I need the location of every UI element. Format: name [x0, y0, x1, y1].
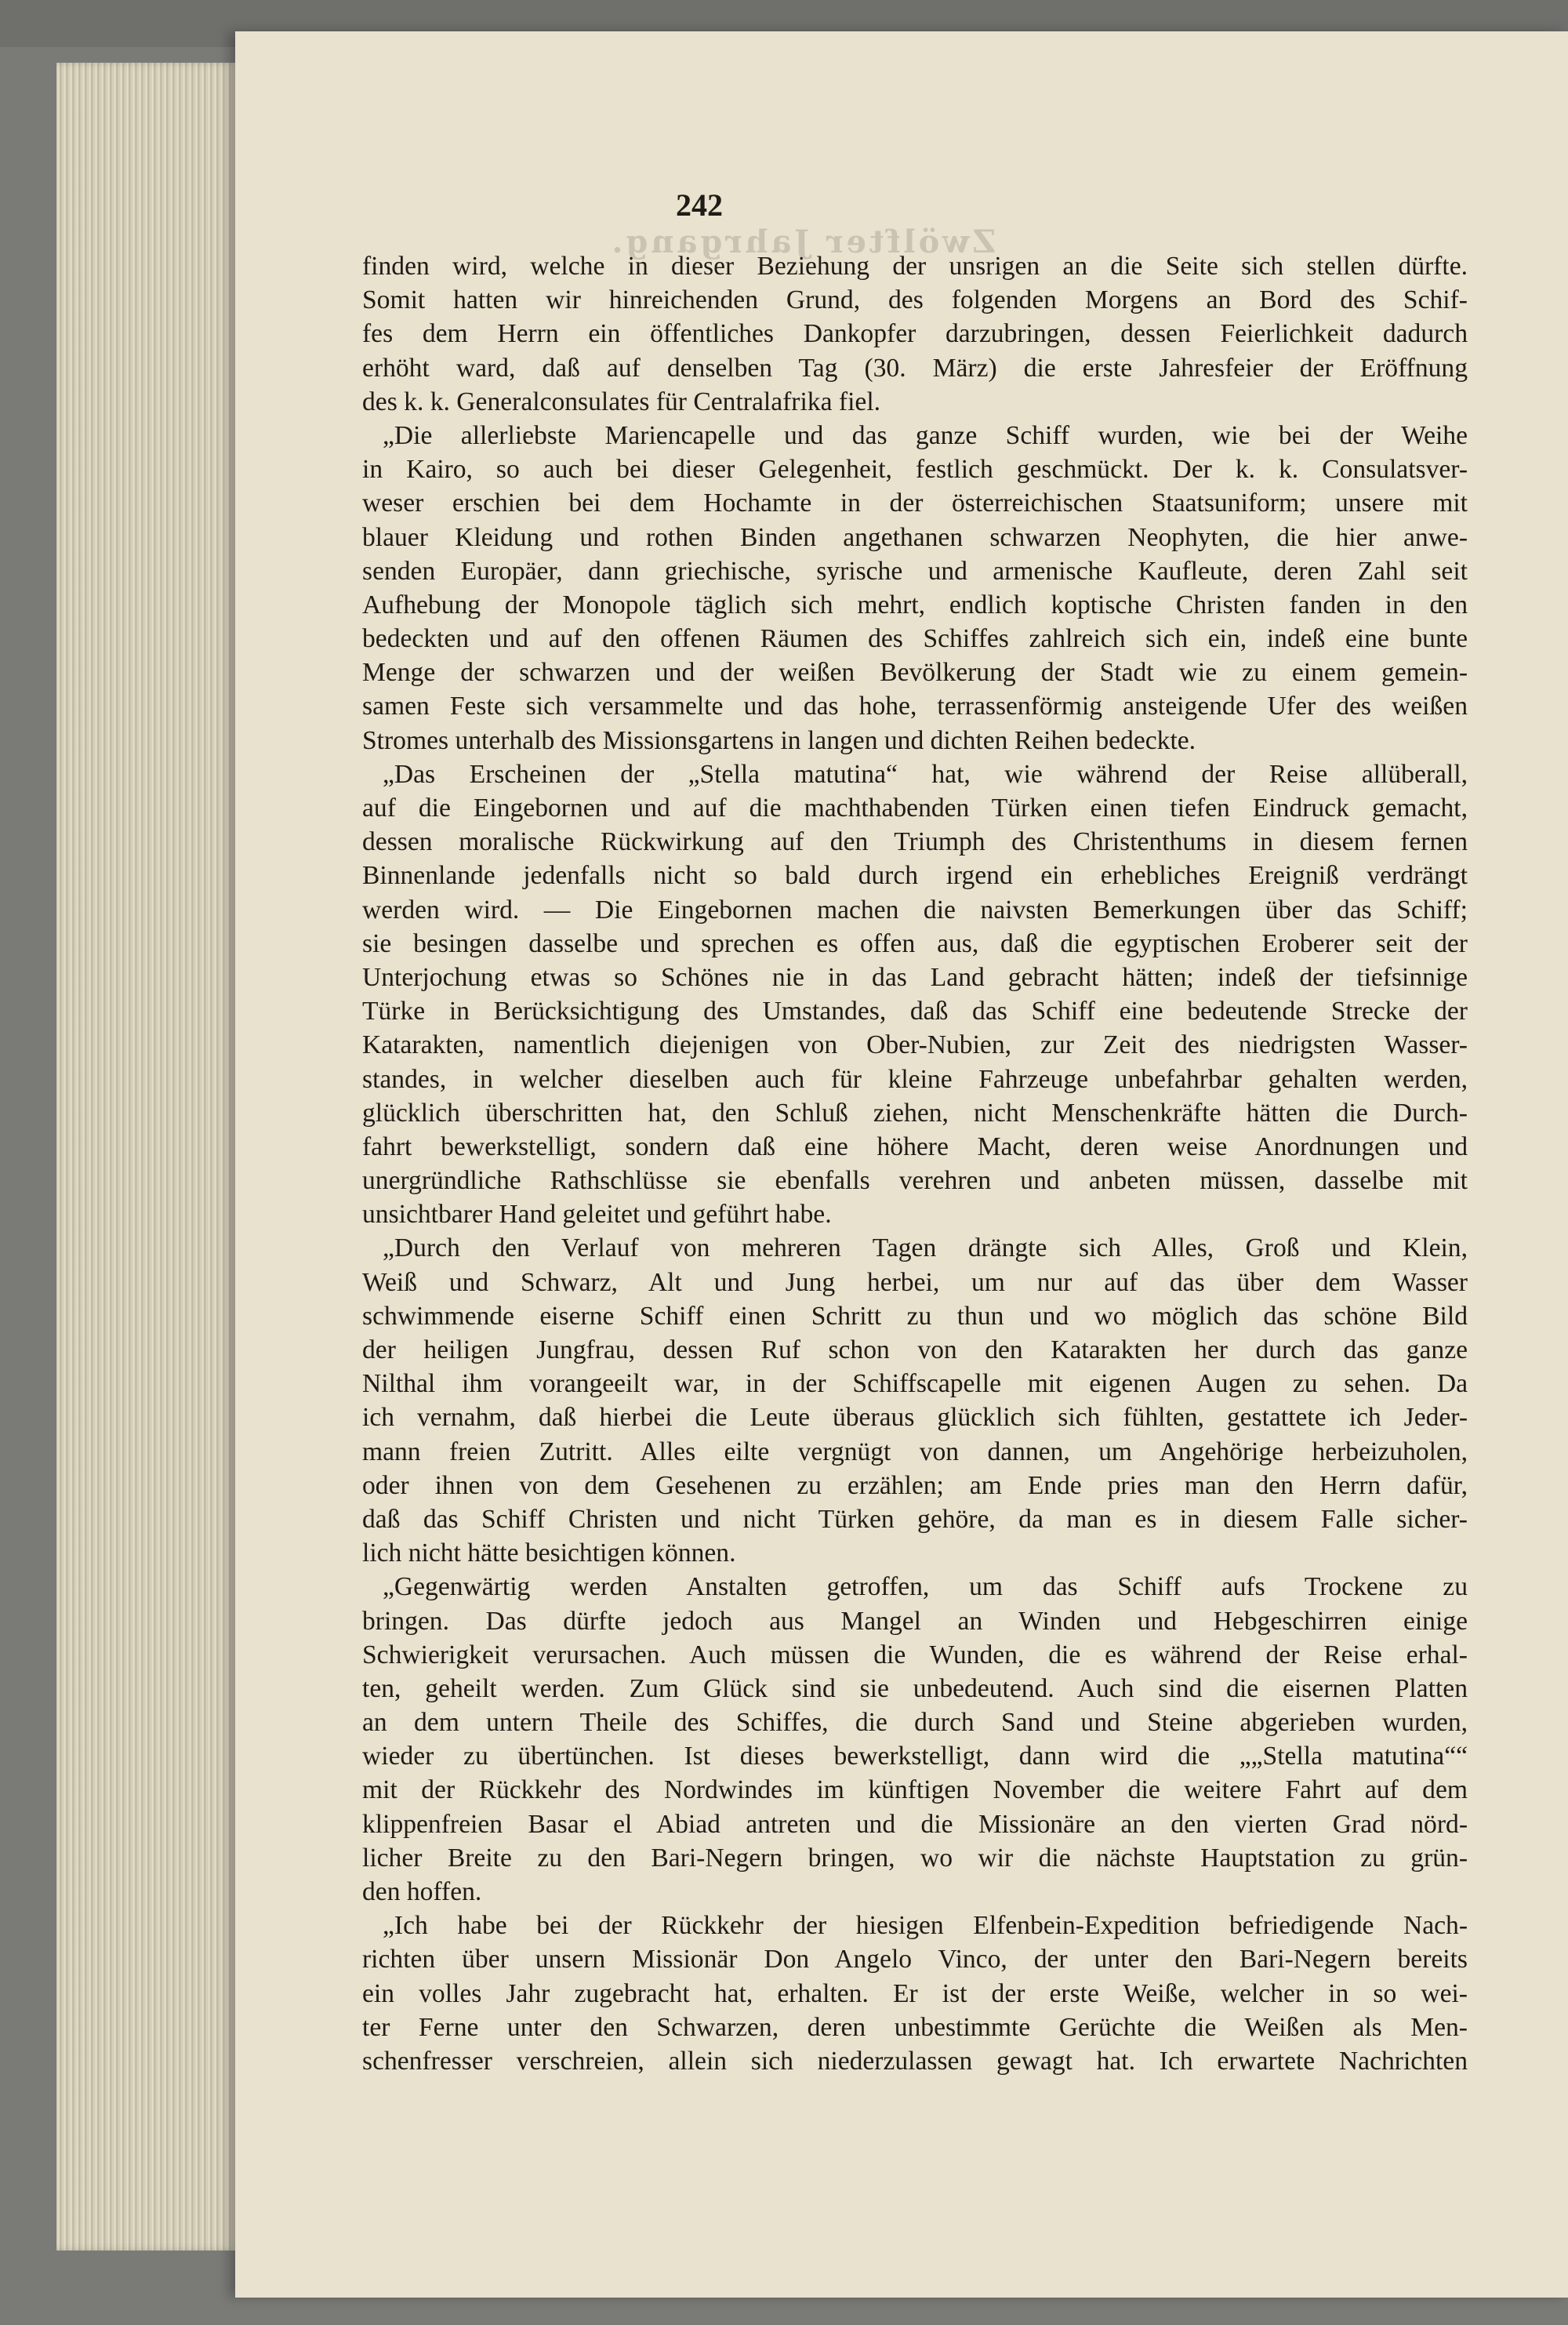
text-line: unergründliche Rathschlüsse sie ebenfalls verehren und anbeten müssen, dasselbe mit — [362, 1166, 1468, 1196]
text-line: richten über unsern Missionär Don Angelo Vinco, der unter den Bari-Negern bereits — [362, 1945, 1468, 1974]
text-line: an dem untern Theile des Schiffes, die durch Sand und Steine abgerieben wurden, — [362, 1708, 1468, 1738]
text-line: „Die allerliebste Mariencapelle und das ganze Schiff wurden, wie bei der Weihe — [383, 420, 1468, 450]
text-line: Aufhebung der Monopole täglich sich mehrt, endlich koptische Christen fanden in den — [362, 590, 1468, 619]
text-line: „Ich habe bei der Rückkehr der hiesigen Elfenbein-Expedition befriedigende Nach- — [383, 1911, 1468, 1941]
text-line: „Gegenwärtig werden Anstalten getroffen, um das Schiff aufs Trockene zu — [383, 1572, 1468, 1602]
text-line: werden wird. — Die Eingebornen machen die naivsten Bemerkungen über das Schiff; — [362, 895, 1468, 925]
text-line: „Durch den Verlauf von mehreren Tagen drängte sich Alles, Groß und Klein, — [383, 1233, 1468, 1263]
text-line: Stromes unterhalb des Missionsgartens in langen und dichten Reihen bedeckte. — [362, 725, 1196, 755]
text-line: ich vernahm, daß hierbei die Leute überaus glücklich sich fühlten, gestattete ich Jeder- — [362, 1403, 1468, 1433]
text-line: schwimmende eiserne Schiff einen Schritt zu thun und wo möglich das schöne Bild — [362, 1301, 1468, 1331]
text-line: ten, geheilt werden. Zum Glück sind sie unbedeutend. Auch sind die eisernen Platten — [362, 1673, 1468, 1703]
text-line: schenfresser verschreien, allein sich niederzulassen gewagt hat. Ich erwartete Nachrichten — [362, 2046, 1468, 2076]
text-line: Türke in Berücksichtigung des Umstandes, daß das Schiff eine bedeutende Strecke der — [362, 997, 1468, 1026]
text-line: standes, in welcher dieselben auch für kleine Fahrzeuge unbefahrbar gehalten werden, — [362, 1064, 1468, 1094]
text-line: Somit hatten wir hinreichenden Grund, des folgenden Morgens an Bord des Schif- — [362, 285, 1468, 315]
text-line: den hoffen. — [362, 1877, 482, 1906]
text-line: bringen. Das dürfte jedoch aus Mangel an Winden und Hebgeschirren einige — [362, 1606, 1468, 1636]
text-line: erhöht ward, daß auf denselben Tag (30. März) die erste Jahresfeier der Eröffnung — [362, 353, 1468, 383]
text-line: Schwierigkeit verursachen. Auch müssen die Wunden, die es während der Reise erhal- — [362, 1640, 1468, 1669]
text-line: finden wird, welche in dieser Beziehung der unsrigen an die Seite sich stellen dürfte. — [362, 252, 1468, 281]
text-line: Binnenlande jedenfalls nicht so bald durch irgend ein erhebliches Ereigniß verdrängt — [362, 861, 1468, 891]
text-line: Katarakten, namentlich diejenigen von Ober-Nubien, zur Zeit des niedrigsten Wasser- — [362, 1030, 1468, 1060]
text-line: mit der Rückkehr des Nordwindes im künftigen November die weitere Fahrt auf dem — [362, 1775, 1468, 1805]
text-line: fes dem Herrn ein öffentliches Dankopfer darzubringen, dessen Feierlichkeit dadurch — [362, 319, 1468, 349]
bleed-through-running-head: Zwölfter Jahrgang. — [608, 223, 996, 260]
text-line: klippenfreien Basar el Abiad antreten und die Missionäre an den vierten Grad nörd- — [362, 1809, 1468, 1839]
text-line: fahrt bewerkstelligt, sondern daß eine höhere Macht, deren weise Anordnungen und — [362, 1132, 1468, 1161]
text-line: in Kairo, so auch bei dieser Gelegenheit, festlich geschmückt. Der k. k. Consulatsver- — [362, 455, 1468, 485]
text-line: Unterjochung etwas so Schönes nie in das Land gebracht hätten; indeß der tiefsinnige — [362, 962, 1468, 992]
text-line: licher Breite zu den Bari-Negern bringen, wo wir die nächste Hauptstation zu grün- — [362, 1843, 1468, 1873]
text-line: daß das Schiff Christen und nicht Türken gehöre, da man es in diesem Falle sicher- — [362, 1504, 1468, 1534]
text-line: dessen moralische Rückwirkung auf den Triumph des Christenthums in diesem fernen — [362, 827, 1468, 857]
text-line: ter Ferne unter den Schwarzen, deren unbestimmte Gerüchte die Weißen als Men- — [362, 2012, 1468, 2042]
text-line: lich nicht hätte besichtigen können. — [362, 1538, 736, 1568]
text-line: unsichtbarer Hand geleitet und geführt habe. — [362, 1200, 832, 1230]
text-line: der heiligen Jungfrau, dessen Ruf schon von den Katarakten her durch das ganze — [362, 1335, 1468, 1364]
text-line: blauer Kleidung und rothen Binden angethanen schwarzen Neophyten, die hier anwe- — [362, 522, 1468, 552]
text-line: mann freien Zutritt. Alles eilte vergnügt von dannen, um Angehörige herbeizuholen, — [362, 1437, 1468, 1466]
text-line: oder ihnen von dem Gesehenen zu erzählen; am Ende pries man den Herrn dafür, — [362, 1470, 1468, 1500]
text-line: wieder zu übertünchen. Ist dieses bewerkstelligt, dann wird die „„Stella matutina““ — [362, 1742, 1468, 1771]
text-line: des k. k. Generalconsulates für Centralafrika fiel. — [362, 387, 881, 416]
text-line: „Das Erscheinen der „Stella matutina“ hat, wie während der Reise allüberall, — [383, 759, 1468, 789]
body-text — [362, 249, 1468, 2076]
text-line: sie besingen dasselbe und sprechen es offen aus, daß die egyptischen Eroberer seit der — [362, 928, 1468, 958]
text-line: Weiß und Schwarz, Alt und Jung herbei, um nur auf das über dem Wasser — [362, 1267, 1468, 1297]
text-line: weser erschien bei dem Hochamte in der österreichischen Staatsuniform; unsere mit — [362, 489, 1468, 518]
text-line: ein volles Jahr zugebracht hat, erhalten. Er ist der erste Weiße, welcher in so wei- — [362, 1978, 1468, 2008]
text-line: bedeckten und auf den offenen Räumen des Schiffes zahlreich sich ein, indeß eine bunte — [362, 624, 1468, 654]
text-line: senden Europäer, dann griechische, syrische und armenische Kaufleute, deren Zahl seit — [362, 556, 1468, 586]
text-line: Nilthal ihm vorangeeilt war, in der Schiffscapelle mit eigenen Augen zu sehen. Da — [362, 1369, 1468, 1399]
text-line: glücklich überschritten hat, den Schluß ziehen, nicht Menschenkräfte hätten die Durch- — [362, 1098, 1468, 1128]
page-number: 242 — [676, 187, 723, 223]
text-line: auf die Eingebornen und auf die machthabenden Türken einen tiefen Eindruck gemacht, — [362, 794, 1468, 823]
text-line: samen Feste sich versammelte und das hohe, terrassenförmig ansteigende Ufer des weißen — [362, 692, 1468, 721]
book-page-edges — [56, 63, 237, 2251]
text-line: Menge der schwarzen und der weißen Bevölkerung der Stadt wie zu einem gemein- — [362, 658, 1468, 688]
